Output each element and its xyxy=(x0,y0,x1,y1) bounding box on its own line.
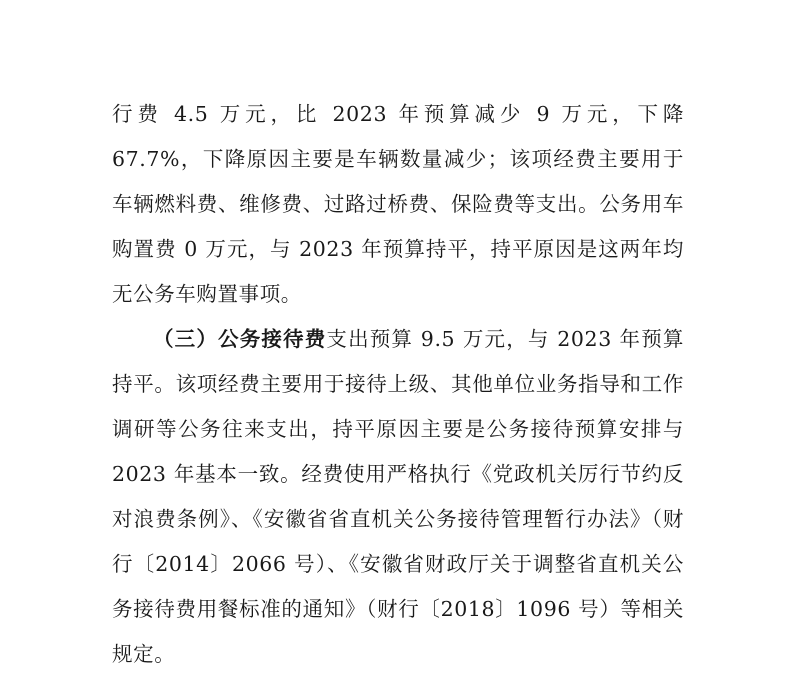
paragraph-text: 支出预算 9.5 万元，与 2023 年预算持平。该项经费主要用于接待上级、其他单位业务指导和工作调研等公务往来支出，持平原因主要是公务接待预算安排与 2023 年基本一致。经费使用严格执行《党政机关厉行节约反对浪费条例》、《安徽省省直机关公务接待管理暂行办法》（财行〔2014〕2066 号）、《安徽省财政厅关于调整省直机关公务接待费用餐标准的通知》（财行〔2018〕1096 号）等相关规定。 xyxy=(112,327,684,666)
section-heading-label: （三）公务接待费 xyxy=(153,327,327,351)
paragraph-vehicle-expenses xyxy=(112,92,684,317)
paragraph-hospitality-expenses xyxy=(112,317,684,677)
document-body xyxy=(112,92,684,677)
paragraph-text: 行费 4.5 万元，比 2023 年预算减少 9 万元，下降 67.7%，下降原因主要是车辆数量减少；该项经费主要用于车辆燃料费、维修费、过路过桥费、保险费等支出。公务用车购置费 0 万元，与 2023 年预算持平，持平原因是这两年均无公务车购置事项。 xyxy=(112,102,684,306)
